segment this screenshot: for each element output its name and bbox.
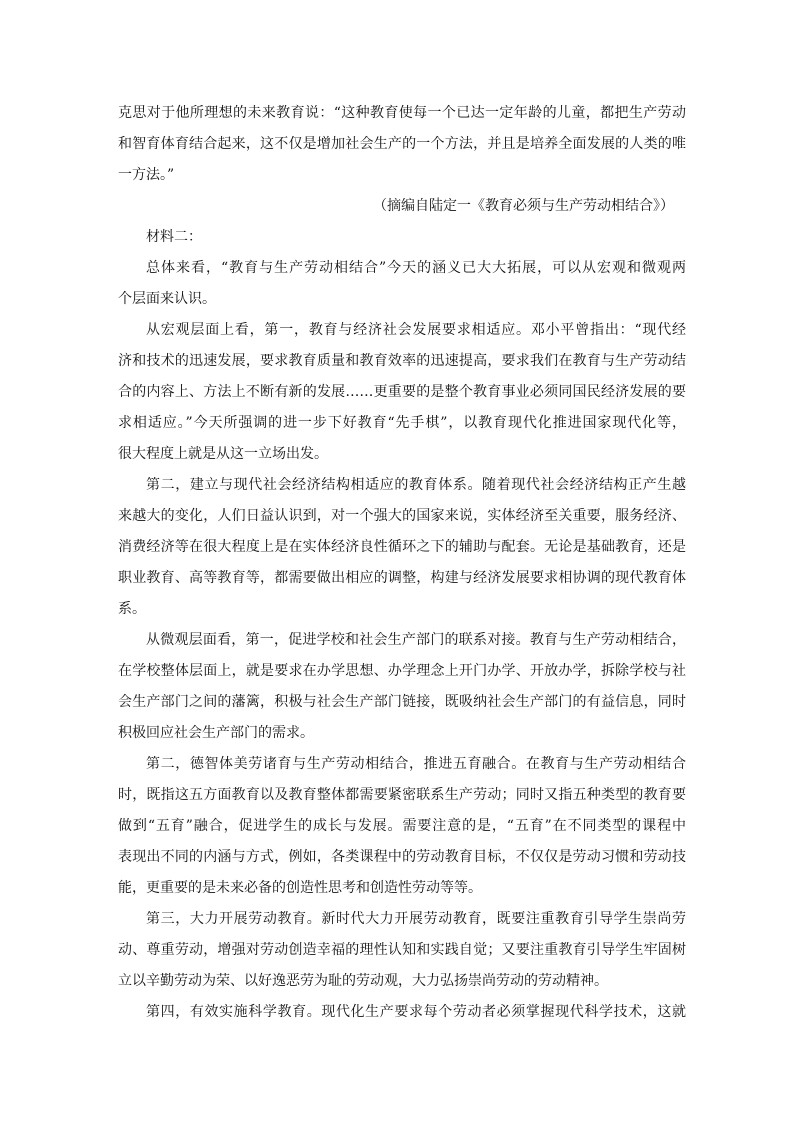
text-line: 积极回应社会生产部门的需求。 — [118, 725, 314, 741]
text-line: 个层面来认识。 — [118, 291, 216, 307]
text-line: 第三，大力开展劳动教育。新时代大力开展劳动教育，既要注重教育引导学生崇尚劳 — [146, 911, 686, 927]
text-line: 做到“五育”融合，促进学生的成长与发展。需要注意的是，“五育”在不同类型的课程中 — [118, 818, 686, 834]
text-line: 表现出不同的内涵与方式，例如，各类课程中的劳动教育目标，不仅仅是劳动习惯和劳动技 — [118, 849, 686, 865]
text-line: 很大程度上就是从这一立场出发。 — [118, 446, 328, 462]
text-line: 克思对于他所理想的未来教育说：“这种教育使每一个已达一定年龄的儿童，都把生产劳动 — [118, 105, 686, 121]
text-line: 时，既指这五方面教育以及教育整体都需要紧密联系生产劳动；同时又指五种类型的教育要 — [118, 787, 686, 803]
text-line: 会生产部门之间的藩篱，积极与社会生产部门链接，既吸纳社会生产部门的有益信息，同时 — [118, 694, 686, 710]
text-line: 来越大的变化，人们日益认识到，对一个强大的国家来说，实体经济至关重要，服务经济、 — [118, 508, 686, 524]
text-line: 在学校整体层面上，就是要求在办学思想、办学理念上开门办学、开放办学，拆除学校与社 — [118, 663, 686, 679]
text-line: 立以辛勤劳动为荣、以好逸恶劳为耻的劳动观，大力弘扬崇尚劳动的劳动精神。 — [118, 973, 608, 989]
text-line: 系。 — [118, 601, 146, 617]
text-line: 一方法。” — [118, 167, 175, 183]
text-line: 总体来看，“教育与生产劳动相结合”今天的涵义已大大拓展，可以从宏观和微观两 — [146, 260, 686, 276]
citation: （摘编自陆定一《教育必须与生产劳动相结合》） — [373, 198, 674, 214]
text-line: 合的内容上、方法上不断有新的发展……更重要的是整个教育事业必须同国民经济发展的要 — [118, 384, 686, 400]
text-line: 第二，建立与现代社会经济结构相适应的教育体系。随着现代社会经济结构正产生越 — [146, 477, 686, 493]
text-line: 和智育体育结合起来，这不仅是增加社会生产的一个方法，并且是培养全面发展的人类的唯 — [118, 136, 686, 152]
text-line: 消费经济等在很大程度上是在实体经济良性循环之下的辅助与配套。无论是基础教育，还是 — [118, 539, 686, 555]
text-line: 动、尊重劳动，增强对劳动创造幸福的理性认知和实践自觉；又要注重教育引导学生牢固树 — [118, 942, 686, 958]
section-heading: 材料二： — [146, 229, 202, 245]
document-body — [118, 98, 686, 1028]
text-line: 求相适应。”今天所强调的进一步下好教育“先手棋”，以教育现代化推进国家现代化等， — [118, 415, 686, 431]
text-line: 第二，德智体美劳诸育与生产劳动相结合，推进五育融合。在教育与生产劳动相结合 — [146, 756, 686, 772]
text-line: 职业教育、高等教育等，都需要做出相应的调整，构建与经济发展要求相协调的现代教育体 — [118, 570, 686, 586]
text-line: 能，更重要的是未来必备的创造性思考和创造性劳动等等。 — [118, 880, 482, 896]
text-line: 从宏观层面上看，第一，教育与经济社会发展要求相适应。邓小平曾指出：“现代经 — [146, 322, 686, 338]
text-line: 济和技术的迅速发展，要求教育质量和教育效率的迅速提高，要求我们在教育与生产劳动结 — [118, 353, 686, 369]
text-line: 从微观层面看，第一，促进学校和社会生产部门的联系对接。教育与生产劳动相结合， — [146, 632, 686, 648]
text-line: 第四，有效实施科学教育。现代化生产要求每个劳动者必须掌握现代科学技术，这就 — [146, 1004, 686, 1020]
